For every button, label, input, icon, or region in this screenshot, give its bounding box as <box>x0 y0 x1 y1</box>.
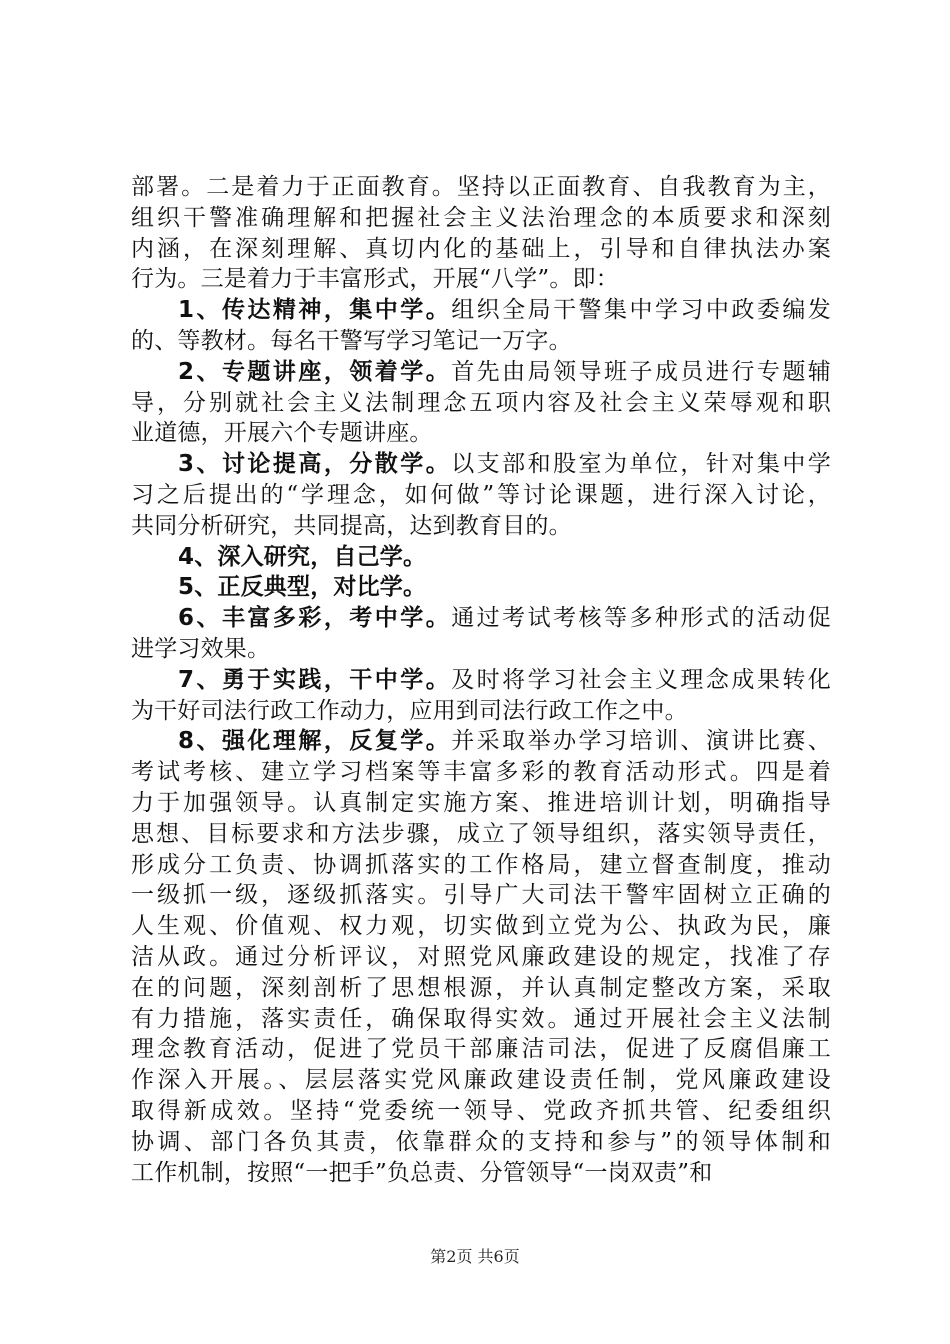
text-line <box>131 357 831 388</box>
line-text: 业道德，开展六个专题讲座。 <box>131 420 433 447</box>
line-text: 的、等教材。每名干警写学习笔记一万字。 <box>131 327 572 354</box>
item-heading: 4、深入研究，自己学。 <box>178 543 427 570</box>
text-line <box>131 850 831 881</box>
text-line <box>131 203 831 234</box>
line-text: 及时将学习社会主义理念成果转化 <box>451 666 831 693</box>
line-text: 首先由局领导班子成员进行专题辅 <box>451 358 831 385</box>
line-text: 思想、目标要求和方法步骤，成立了领导组织，落实领导责任， <box>131 820 831 847</box>
item-heading: 1、传达精神，集中学。 <box>178 297 452 324</box>
line-text: 部署。二是着力于正面教育。坚持以正面教育、自我教育为主， <box>131 174 831 200</box>
text-line <box>131 1004 831 1035</box>
line-text: 洁从政。通过分析评议，对照党风廉政建设的规定，找准了存 <box>131 943 831 970</box>
line-text: 共同分析研究，共同提高，达到教育目的。 <box>131 512 572 539</box>
text-line <box>131 880 831 911</box>
line-text: 力于加强领导。认真制定实施方案、推进培训计划，明确指导 <box>131 789 831 816</box>
text-line <box>131 726 831 757</box>
text-line <box>131 819 831 850</box>
text-line <box>131 418 831 449</box>
line-text: 并采取举办学习培训、演讲比赛、 <box>451 728 831 755</box>
line-text: 进学习效果。 <box>131 635 271 662</box>
text-line <box>131 449 831 480</box>
line-text: 有力措施，落实责任，确保取得实效。通过开展社会主义法制 <box>131 1005 831 1032</box>
line-text: 习之后提出的“学理念，如何做”等讨论课题，进行深入讨论， <box>131 481 831 508</box>
line-text: 工作机制，按照“一把手”负总责、分管领导“一岗双责”和 <box>131 1159 713 1186</box>
line-text: 组织全局干警集中学习中政委编发 <box>451 297 831 324</box>
text-line <box>131 172 831 203</box>
document-body <box>131 172 831 1188</box>
line-text: 在的问题，深刻剖析了思想根源，并认真制定整改方案，采取 <box>131 974 831 1001</box>
text-line <box>131 572 831 603</box>
text-line <box>131 295 831 326</box>
text-line <box>131 388 831 419</box>
text-line <box>131 511 831 542</box>
line-text: 行为。三是着力于丰富形式，开展“八学”。即： <box>131 266 619 293</box>
line-text: 理念教育活动，促进了党员干部廉洁司法，促进了反腐倡廉工 <box>131 1036 831 1063</box>
text-line <box>131 1034 831 1065</box>
line-text: 组织干警准确理解和把握社会主义法治理念的本质要求和深刻 <box>131 204 831 231</box>
item-heading: 7、勇于实践，干中学。 <box>178 666 452 693</box>
line-text: 内涵，在深刻理解、真切内化的基础上，引导和自律执法办案 <box>131 235 831 262</box>
text-line <box>131 911 831 942</box>
text-line <box>131 942 831 973</box>
text-line <box>131 634 831 665</box>
line-text: 一级抓一级，逐级抓落实。引导广大司法干警牢固树立正确的 <box>131 882 831 909</box>
line-text: 人生观、价值观、权力观，切实做到立党为公、执政为民，廉 <box>131 913 831 940</box>
line-text: 导，分别就社会主义法制理念五项内容及社会主义荣辱观和职 <box>131 389 831 416</box>
line-text: 协调、部门各负其责，依靠群众的支持和参与”的领导体制和 <box>131 1128 831 1155</box>
line-text: 形成分工负责、协调抓落实的工作格局，建立督查制度，推动 <box>131 851 831 878</box>
line-text: 考试考核、建立学习档案等丰富多彩的教育活动形式。四是着 <box>131 759 831 786</box>
line-text: 作深入开展。、层层落实党风廉政建设责任制，党风廉政建设 <box>131 1067 831 1094</box>
item-heading: 6、丰富多彩，考中学。 <box>178 605 452 632</box>
text-line <box>131 1065 831 1096</box>
item-heading: 3、讨论提高，分散学。 <box>178 451 452 478</box>
text-line <box>131 542 831 573</box>
page-footer: 第2页 共6页 <box>430 1247 520 1266</box>
text-line <box>131 603 831 634</box>
line-text: 通过考试考核等多种形式的活动促 <box>451 605 831 632</box>
text-line <box>131 1096 831 1127</box>
line-text: 以支部和股室为单位，针对集中学 <box>451 451 831 478</box>
text-line <box>131 1158 831 1189</box>
item-heading: 2、专题讲座，领着学。 <box>178 358 452 385</box>
line-text: 取得新成效。坚持“党委统一领导、党政齐抓共管、纪委组织 <box>131 1097 831 1124</box>
text-line <box>131 696 831 727</box>
text-line <box>131 326 831 357</box>
text-line <box>131 665 831 696</box>
text-line <box>131 1127 831 1158</box>
text-line <box>131 234 831 265</box>
item-heading: 5、正反典型，对比学。 <box>178 574 427 601</box>
text-line <box>131 788 831 819</box>
text-line <box>131 757 831 788</box>
line-text: 为干好司法行政工作动力，应用到司法行政工作之中。 <box>131 697 688 724</box>
text-line <box>131 480 831 511</box>
item-heading: 8、强化理解，反复学。 <box>178 728 452 755</box>
text-line <box>131 973 831 1004</box>
text-line <box>131 264 831 295</box>
